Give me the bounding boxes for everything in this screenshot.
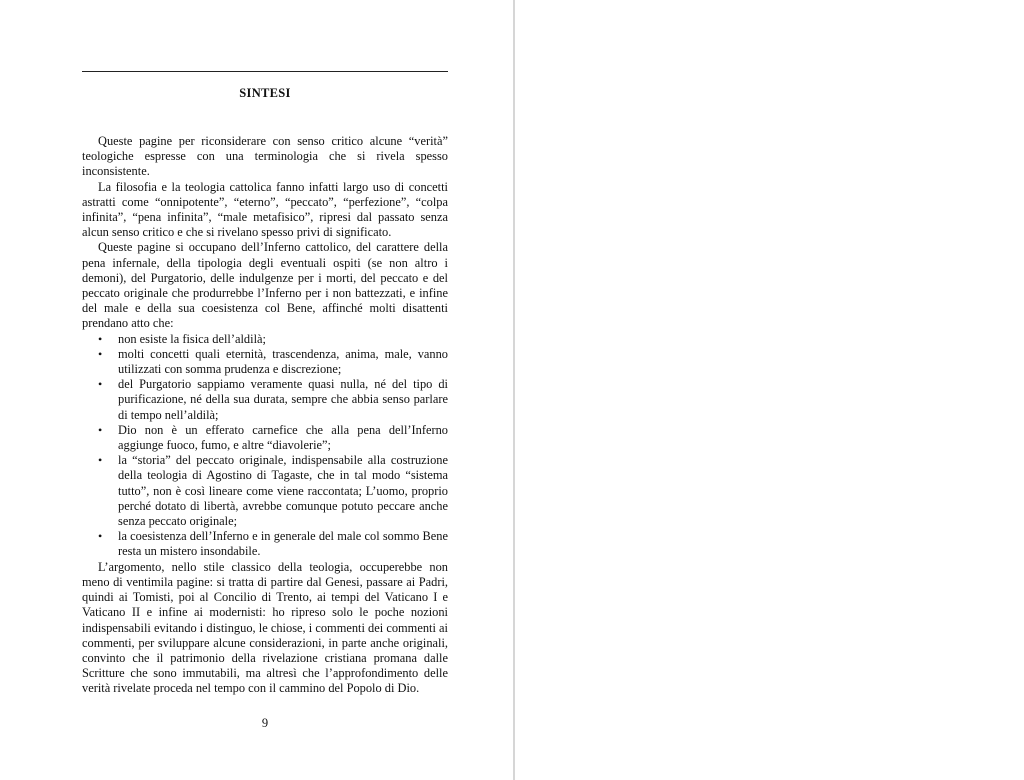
bullet-icon: • [98,422,103,437]
bullet-list [82,332,448,560]
bullet-text: Dio non è un efferato carnefice che alla pena dell’Inferno aggiunge fuoco, fumo, e altre “diavolerie”; [118,422,448,453]
header-rule [82,71,448,72]
bullet-icon: • [98,346,103,361]
bullet-icon: • [98,331,103,346]
bullet-text: non esiste la fisica dell’aldilà; [118,331,266,346]
bullet-item [82,529,448,559]
page-number: 9 [261,716,269,730]
paragraph-3: Queste pagine si occupano dell’Inferno cattolico, del carattere della pena infernale, della tipologia degli eventuali ospiti (se non altro i demoni), del Purgatorio, delle indulgenze per i morti, del peccato e del peccato originale che produrrebbe l’Inferno per i non battezzati, e infine del male e della sua coesistenza col Bene, affinché molti disattenti prendano atto che: [82,240,448,331]
right-page-blank [515,0,1024,780]
bullet-icon: • [98,529,103,544]
bullet-item [82,423,448,453]
bullet-text: la “storia” del peccato originale, indispensabile alla costruzione della teologia di Agostino di Tagaste, che in tal modo “sistema tutto”, non è così lineare come viene raccontata; L’uomo, proprio perché dotato di libertà, avrebbe comunque potuto peccare anche senza peccato originale; [118,453,448,529]
bullet-item [82,377,448,423]
paragraph-1: Queste pagine per riconsiderare con senso critico alcune “verità” teologiche espresse con una terminologia che si rivela spesso inconsistente. [82,134,448,179]
page-title: SINTESI [239,86,291,100]
bullet-item [82,453,448,529]
paragraph-2: La filosofia e la teologia cattolica fanno infatti largo uso di concetti astratti come “onnipotente”, “eterno”, “peccato”, “perfezione”, “colpa infinita”, “pena infinita”, “male metafisico”, ripresi dal passato senza alcun senso critico e che si rivelano spesso privi di significato. [82,179,448,240]
paragraph-4: L’argomento, nello stile classico della teologia, occuperebbe non meno di ventimila pagine: si tratta di partire dal Genesi, passare ai Padri, quindi ai Tomisti, poi al Concilio di Trento, ai tempi del Vaticano I e Vaticano II e infine ai modernisti: ho ripreso solo le poche nozioni indispensabili evitando i distinguo, le chiose, i commenti dei commenti ai commenti, per sviluppare alcune considerazioni, in parte anche originali, convinto che il patrimonio della rivelazione cristiana promana dalle Scritture che sono immutabili, ma altresì che l’approfondimento delle verità rivelate proceda nel tempo con il cammino del Popolo di Dio. [82,559,448,696]
bullet-icon: • [98,453,103,468]
bullet-text: molti concetti quali eternità, trascendenza, anima, male, vanno utilizzati con somma prudenza e discrezione; [118,346,448,377]
bullet-item [82,347,448,377]
bullet-item [82,332,448,347]
bullet-text: la coesistenza dell’Inferno e in generale del male col sommo Bene resta un mistero insondabile. [118,529,448,559]
bullet-icon: • [98,377,103,392]
body-text [82,134,448,697]
bullet-text: del Purgatorio sappiamo veramente quasi nulla, né del tipo di purificazione, né della sua durata, sempre che abbia senso parlare di tempo nell’aldilà; [118,377,448,422]
